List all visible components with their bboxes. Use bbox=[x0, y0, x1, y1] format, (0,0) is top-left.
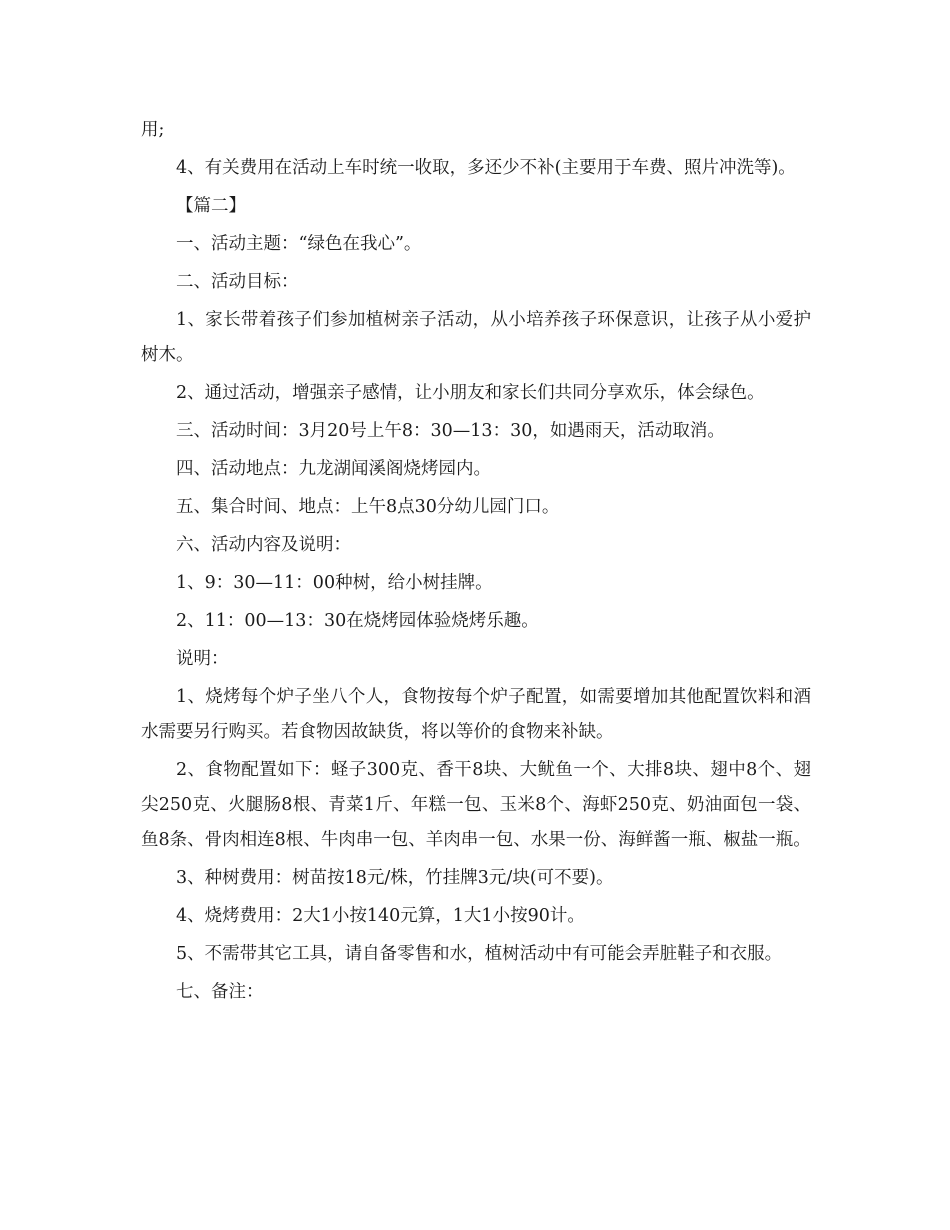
paragraph-location: 四、活动地点：九龙湖闻溪阁烧烤园内。 bbox=[176, 459, 491, 479]
paragraph-content-1: 1、9：30—11：00种树，给小树挂牌。 bbox=[176, 573, 493, 593]
paragraph-explain-3: 3、种树费用：树苗按18元/株，竹挂牌3元/块(可不要)。 bbox=[176, 868, 614, 888]
paragraph-content-2: 2、11：00—13：30在烧烤园体验烧烤乐趣。 bbox=[176, 611, 539, 631]
paragraph-continuation: 用; bbox=[141, 120, 165, 140]
paragraph-content-heading: 六、活动内容及说明： bbox=[176, 535, 351, 555]
paragraph-theme: 一、活动主题：“绿色在我心”。 bbox=[176, 234, 422, 254]
paragraph-goal-2: 2、通过活动，增强亲子感情，让小朋友和家长们共同分享欢乐，体会绿色。 bbox=[176, 383, 765, 403]
paragraph-explain-5: 5、不需带其它工具，请自备零售和水，植树活动中有可能会弄脏鞋子和衣服。 bbox=[176, 944, 783, 964]
document-page bbox=[141, 113, 811, 1013]
paragraph-explain-4: 4、烧烤费用：2大1小按140元算，1大1小按90计。 bbox=[176, 906, 585, 926]
section-heading: 【篇二】 bbox=[176, 196, 246, 216]
paragraph-goal-1: 1、家长带着孩子们参加植树亲子活动，从小培养孩子环保意识，让孩子从小爱护树木。 bbox=[141, 310, 811, 365]
paragraph-goal-heading: 二、活动目标： bbox=[176, 272, 299, 292]
paragraph-explain-1: 1、烧烤每个炉子坐八个人，食物按每个炉子配置，如需要增加其他配置饮料和酒水需要另行购买。若食物因故缺货，将以等价的食物来补缺。 bbox=[141, 687, 811, 742]
paragraph-fee-note: 4、有关费用在活动上车时统一收取，多还少不补(主要用于车费、照片冲洗等)。 bbox=[176, 158, 796, 178]
paragraph-explain-2: 2、食物配置如下：蛏子300克、香干8块、大鱿鱼一个、大排8块、翅中8个、翅尖250克、火腿肠8根、青菜1斤、年糕一包、玉米8个、海虾250克、奶油面包一袋、鱼8条、骨肉相连8根、牛肉串一包、羊肉串一包、水果一份、海鲜酱一瓶、椒盐一瓶。 bbox=[141, 760, 811, 850]
paragraph-remarks-heading: 七、备注： bbox=[176, 982, 264, 1002]
paragraph-gathering: 五、集合时间、地点：上午8点30分幼儿园门口。 bbox=[176, 497, 560, 517]
paragraph-explain-heading: 说明： bbox=[176, 649, 229, 669]
paragraph-time: 三、活动时间：3月20号上午8：30—13：30，如遇雨天，活动取消。 bbox=[176, 421, 725, 441]
